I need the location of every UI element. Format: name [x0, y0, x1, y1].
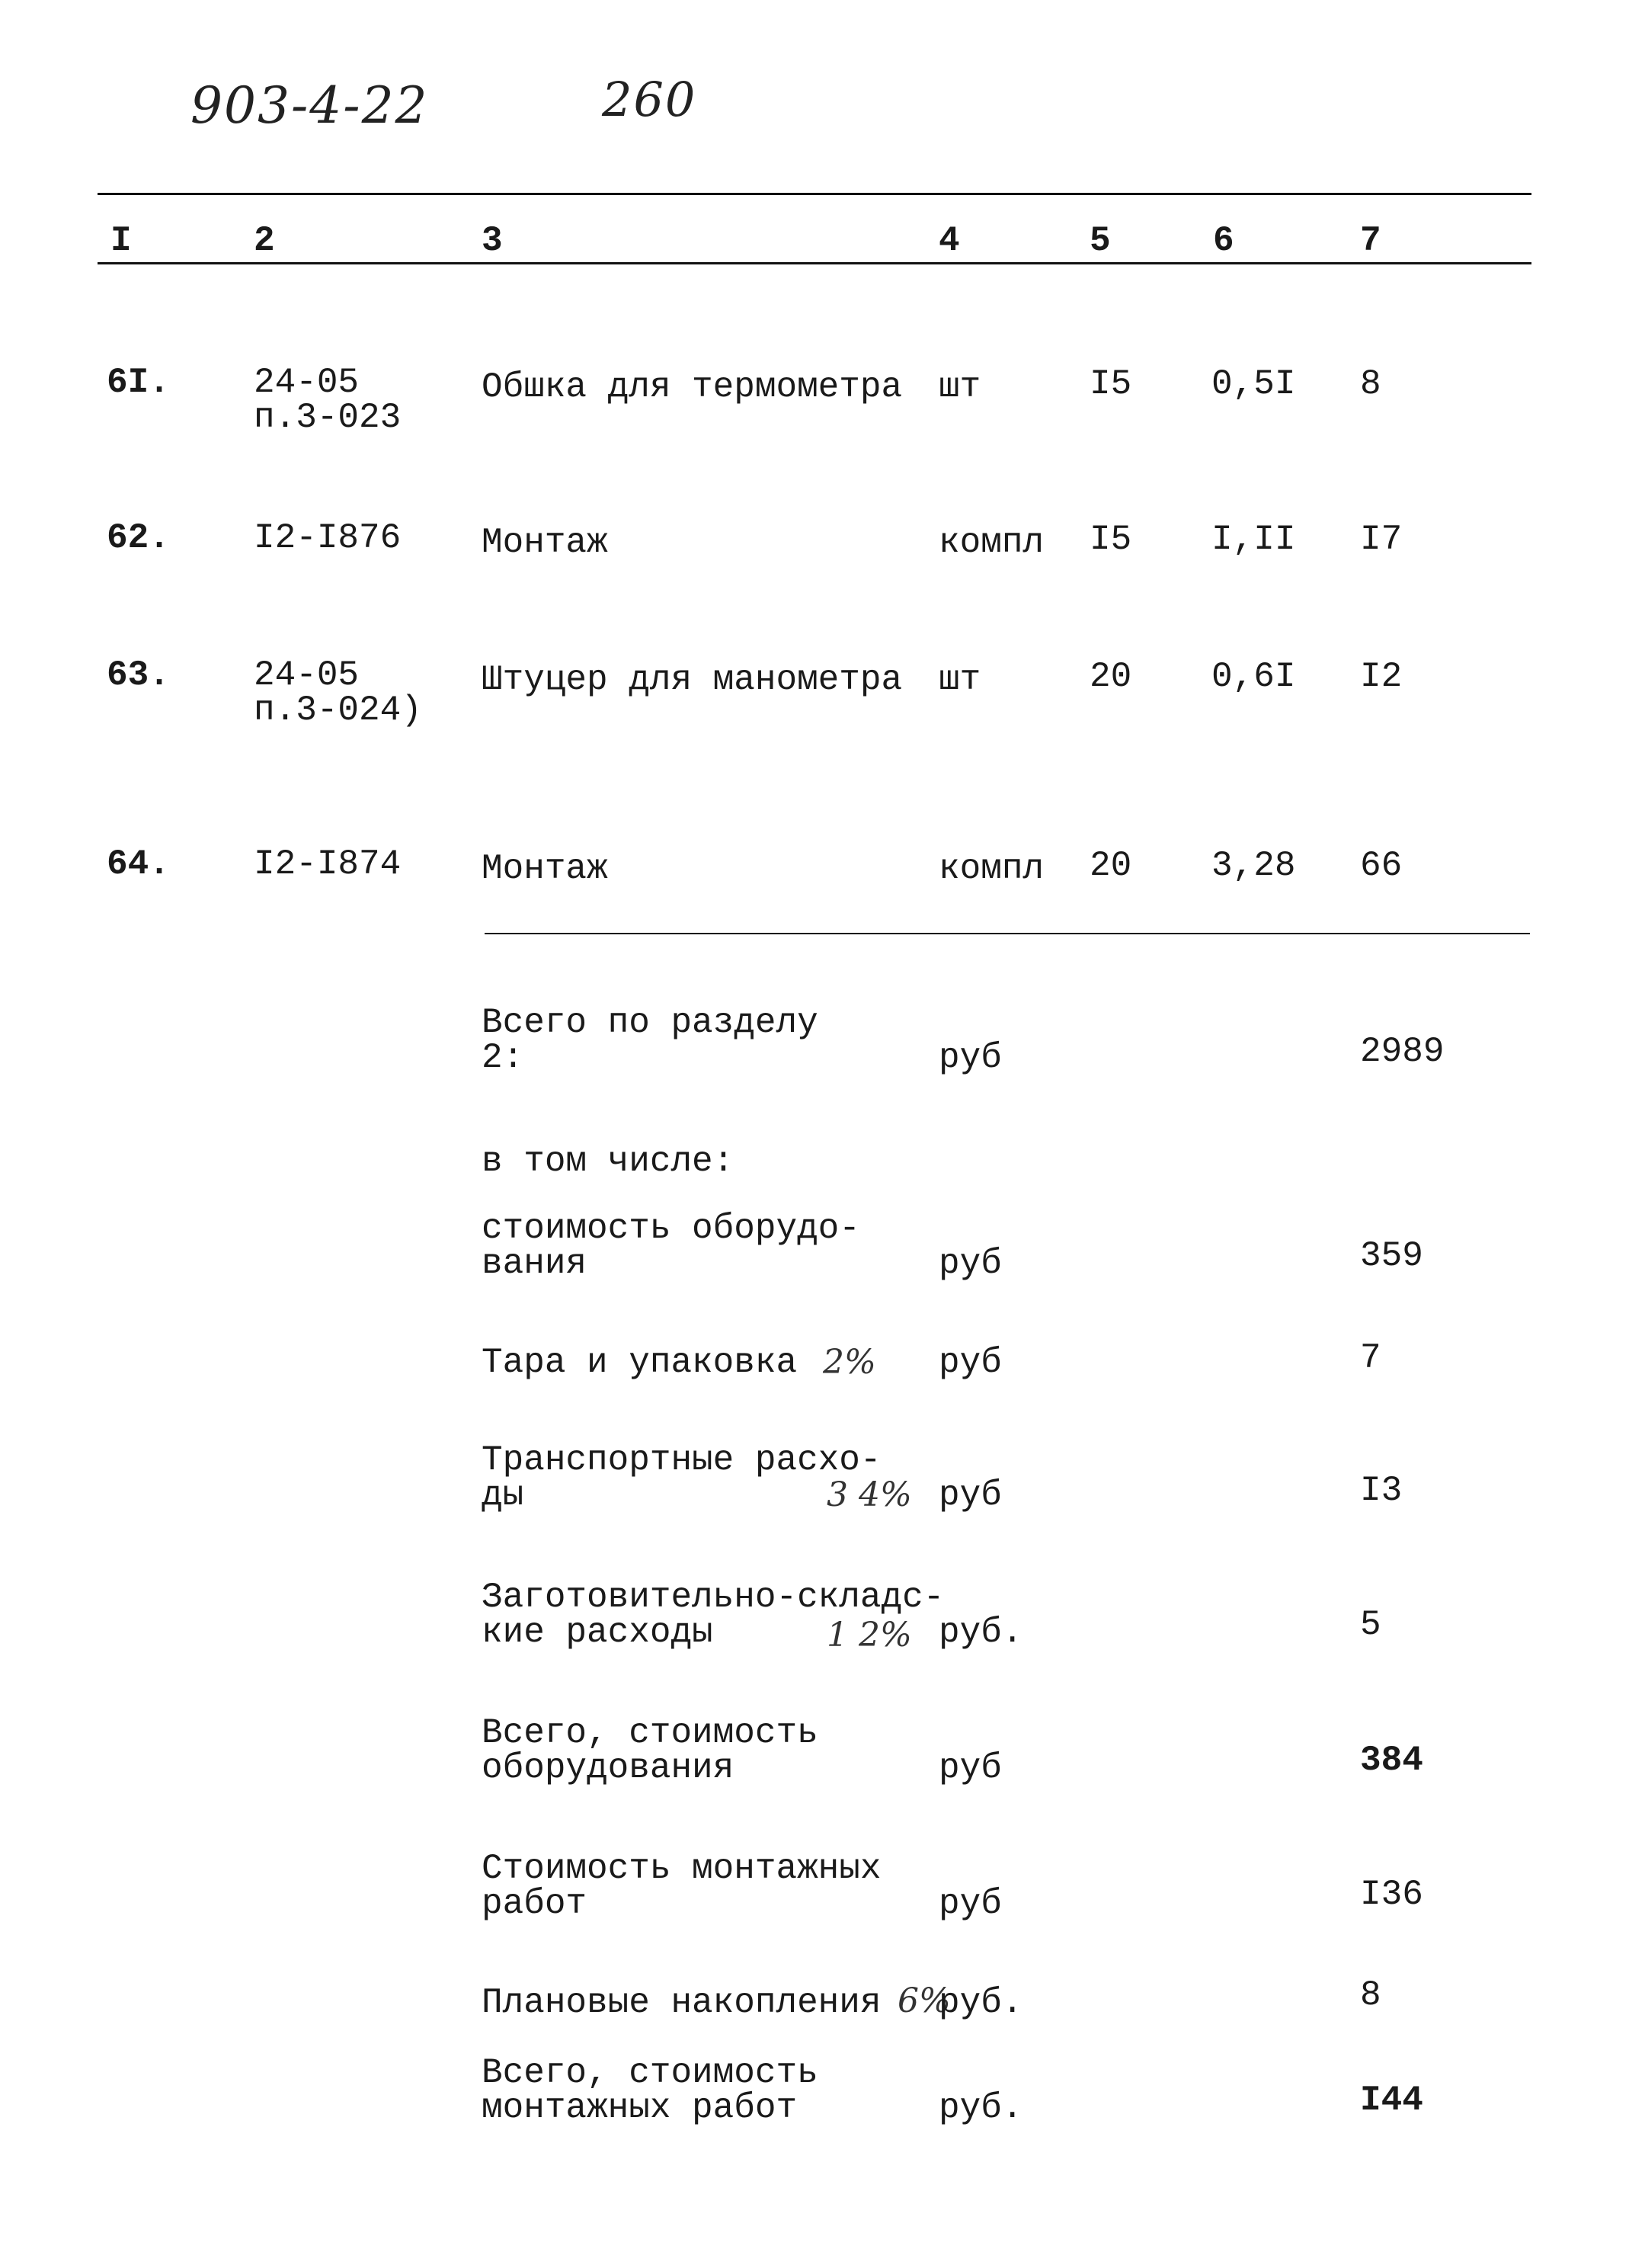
row-name: Обшка для термометра — [482, 367, 903, 407]
col-header-2: 2 — [254, 221, 275, 261]
summary-label: Стоимость монтажных — [482, 1849, 882, 1888]
summary-label-cont: кие расходы — [482, 1613, 713, 1652]
col-header-3: 3 — [482, 221, 503, 261]
summary-label: стоимость оборудо- — [482, 1209, 860, 1248]
summary-percent: 6% — [898, 1981, 951, 2020]
header-rule — [98, 262, 1531, 264]
summary-total: I36 — [1360, 1875, 1423, 1914]
row-price: 3,28 — [1211, 846, 1296, 886]
page-number: 260 — [602, 72, 697, 127]
summary-label-cont: ды — [482, 1475, 524, 1515]
row-total: I7 — [1360, 520, 1403, 559]
row-unit: шт — [939, 367, 981, 407]
summary-total: I44 — [1360, 2081, 1423, 2120]
summary-total: 384 — [1360, 1741, 1423, 1780]
summary-total: 7 — [1360, 1338, 1381, 1378]
summary-total: 2989 — [1360, 1032, 1445, 1072]
summary-total: 359 — [1360, 1236, 1423, 1276]
summary-unit: руб — [939, 1244, 1002, 1283]
summary-label-cont: монтажных работ — [482, 2088, 798, 2128]
summary-unit: руб — [939, 1038, 1002, 1078]
summary-label: Плановые накопления — [482, 1983, 882, 2023]
row-qty: I5 — [1090, 520, 1132, 559]
summary-label: Всего, стоимость — [482, 2053, 818, 2093]
row-unit: компл — [939, 523, 1045, 562]
row-unit: шт — [939, 660, 981, 700]
row-number: 64. — [107, 844, 170, 884]
summary-label: Заготовительно-складс- — [482, 1578, 945, 1617]
row-code-ref: п.3-024) — [254, 690, 422, 730]
row-code: I2-I874 — [254, 844, 402, 884]
summary-unit: руб — [939, 1475, 1002, 1515]
summary-total: I3 — [1360, 1471, 1403, 1510]
row-total: I2 — [1360, 657, 1403, 697]
summary-percent: 3 4% — [827, 1475, 912, 1514]
summary-label-cont: оборудования — [482, 1748, 734, 1788]
col-header-1: I — [110, 221, 132, 261]
summary-rule — [485, 933, 1530, 934]
col-header-4: 4 — [939, 221, 960, 261]
summary-percent: 1 2% — [827, 1616, 912, 1655]
row-code: 24-05 — [254, 655, 360, 695]
summary-total: 5 — [1360, 1605, 1381, 1645]
row-price: 0,6I — [1211, 657, 1296, 697]
col-header-7: 7 — [1360, 221, 1381, 261]
row-qty: 20 — [1090, 657, 1132, 697]
summary-unit: руб. — [939, 1613, 1023, 1652]
summary-unit: руб — [939, 1343, 1002, 1382]
row-unit: компл — [939, 849, 1045, 889]
document-code: 903-4-22 — [190, 76, 429, 135]
summary-unit: руб. — [939, 1983, 1023, 2023]
row-name: Монтаж — [482, 849, 608, 889]
summary-label: Всего по разделу — [482, 1003, 818, 1043]
summary-label: Всего, стоимость — [482, 1713, 818, 1753]
row-price: 0,5I — [1211, 364, 1296, 404]
row-code: 24-05 — [254, 363, 360, 402]
col-header-6: 6 — [1213, 221, 1234, 261]
row-name: Монтаж — [482, 523, 608, 562]
row-qty: 20 — [1090, 846, 1132, 886]
row-qty: I5 — [1090, 364, 1132, 404]
summary-unit: руб. — [939, 2088, 1023, 2128]
summary-label-cont: работ — [482, 1884, 587, 1924]
row-number: 63. — [107, 655, 170, 695]
summary-label: Тара и упаковка — [482, 1343, 798, 1382]
top-rule — [98, 193, 1531, 195]
row-number: 6I. — [107, 363, 170, 402]
row-name: Штуцер для манометра — [482, 660, 903, 700]
summary-percent: 2% — [823, 1343, 876, 1382]
summary-unit: руб — [939, 1748, 1002, 1788]
col-header-5: 5 — [1090, 221, 1111, 261]
summary-unit: руб — [939, 1884, 1002, 1924]
row-number: 62. — [107, 518, 170, 558]
row-code-ref: п.3-023 — [254, 398, 402, 437]
row-code: I2-I876 — [254, 518, 402, 558]
row-total: 66 — [1360, 846, 1403, 886]
summary-label-cont: 2: — [482, 1038, 524, 1078]
row-price: I,II — [1211, 520, 1296, 559]
summary-label: в том числе: — [482, 1142, 734, 1181]
row-total: 8 — [1360, 364, 1381, 404]
summary-label-cont: вания — [482, 1244, 587, 1283]
summary-total: 8 — [1360, 1975, 1381, 2015]
summary-label: Транспортные расхо- — [482, 1440, 882, 1480]
